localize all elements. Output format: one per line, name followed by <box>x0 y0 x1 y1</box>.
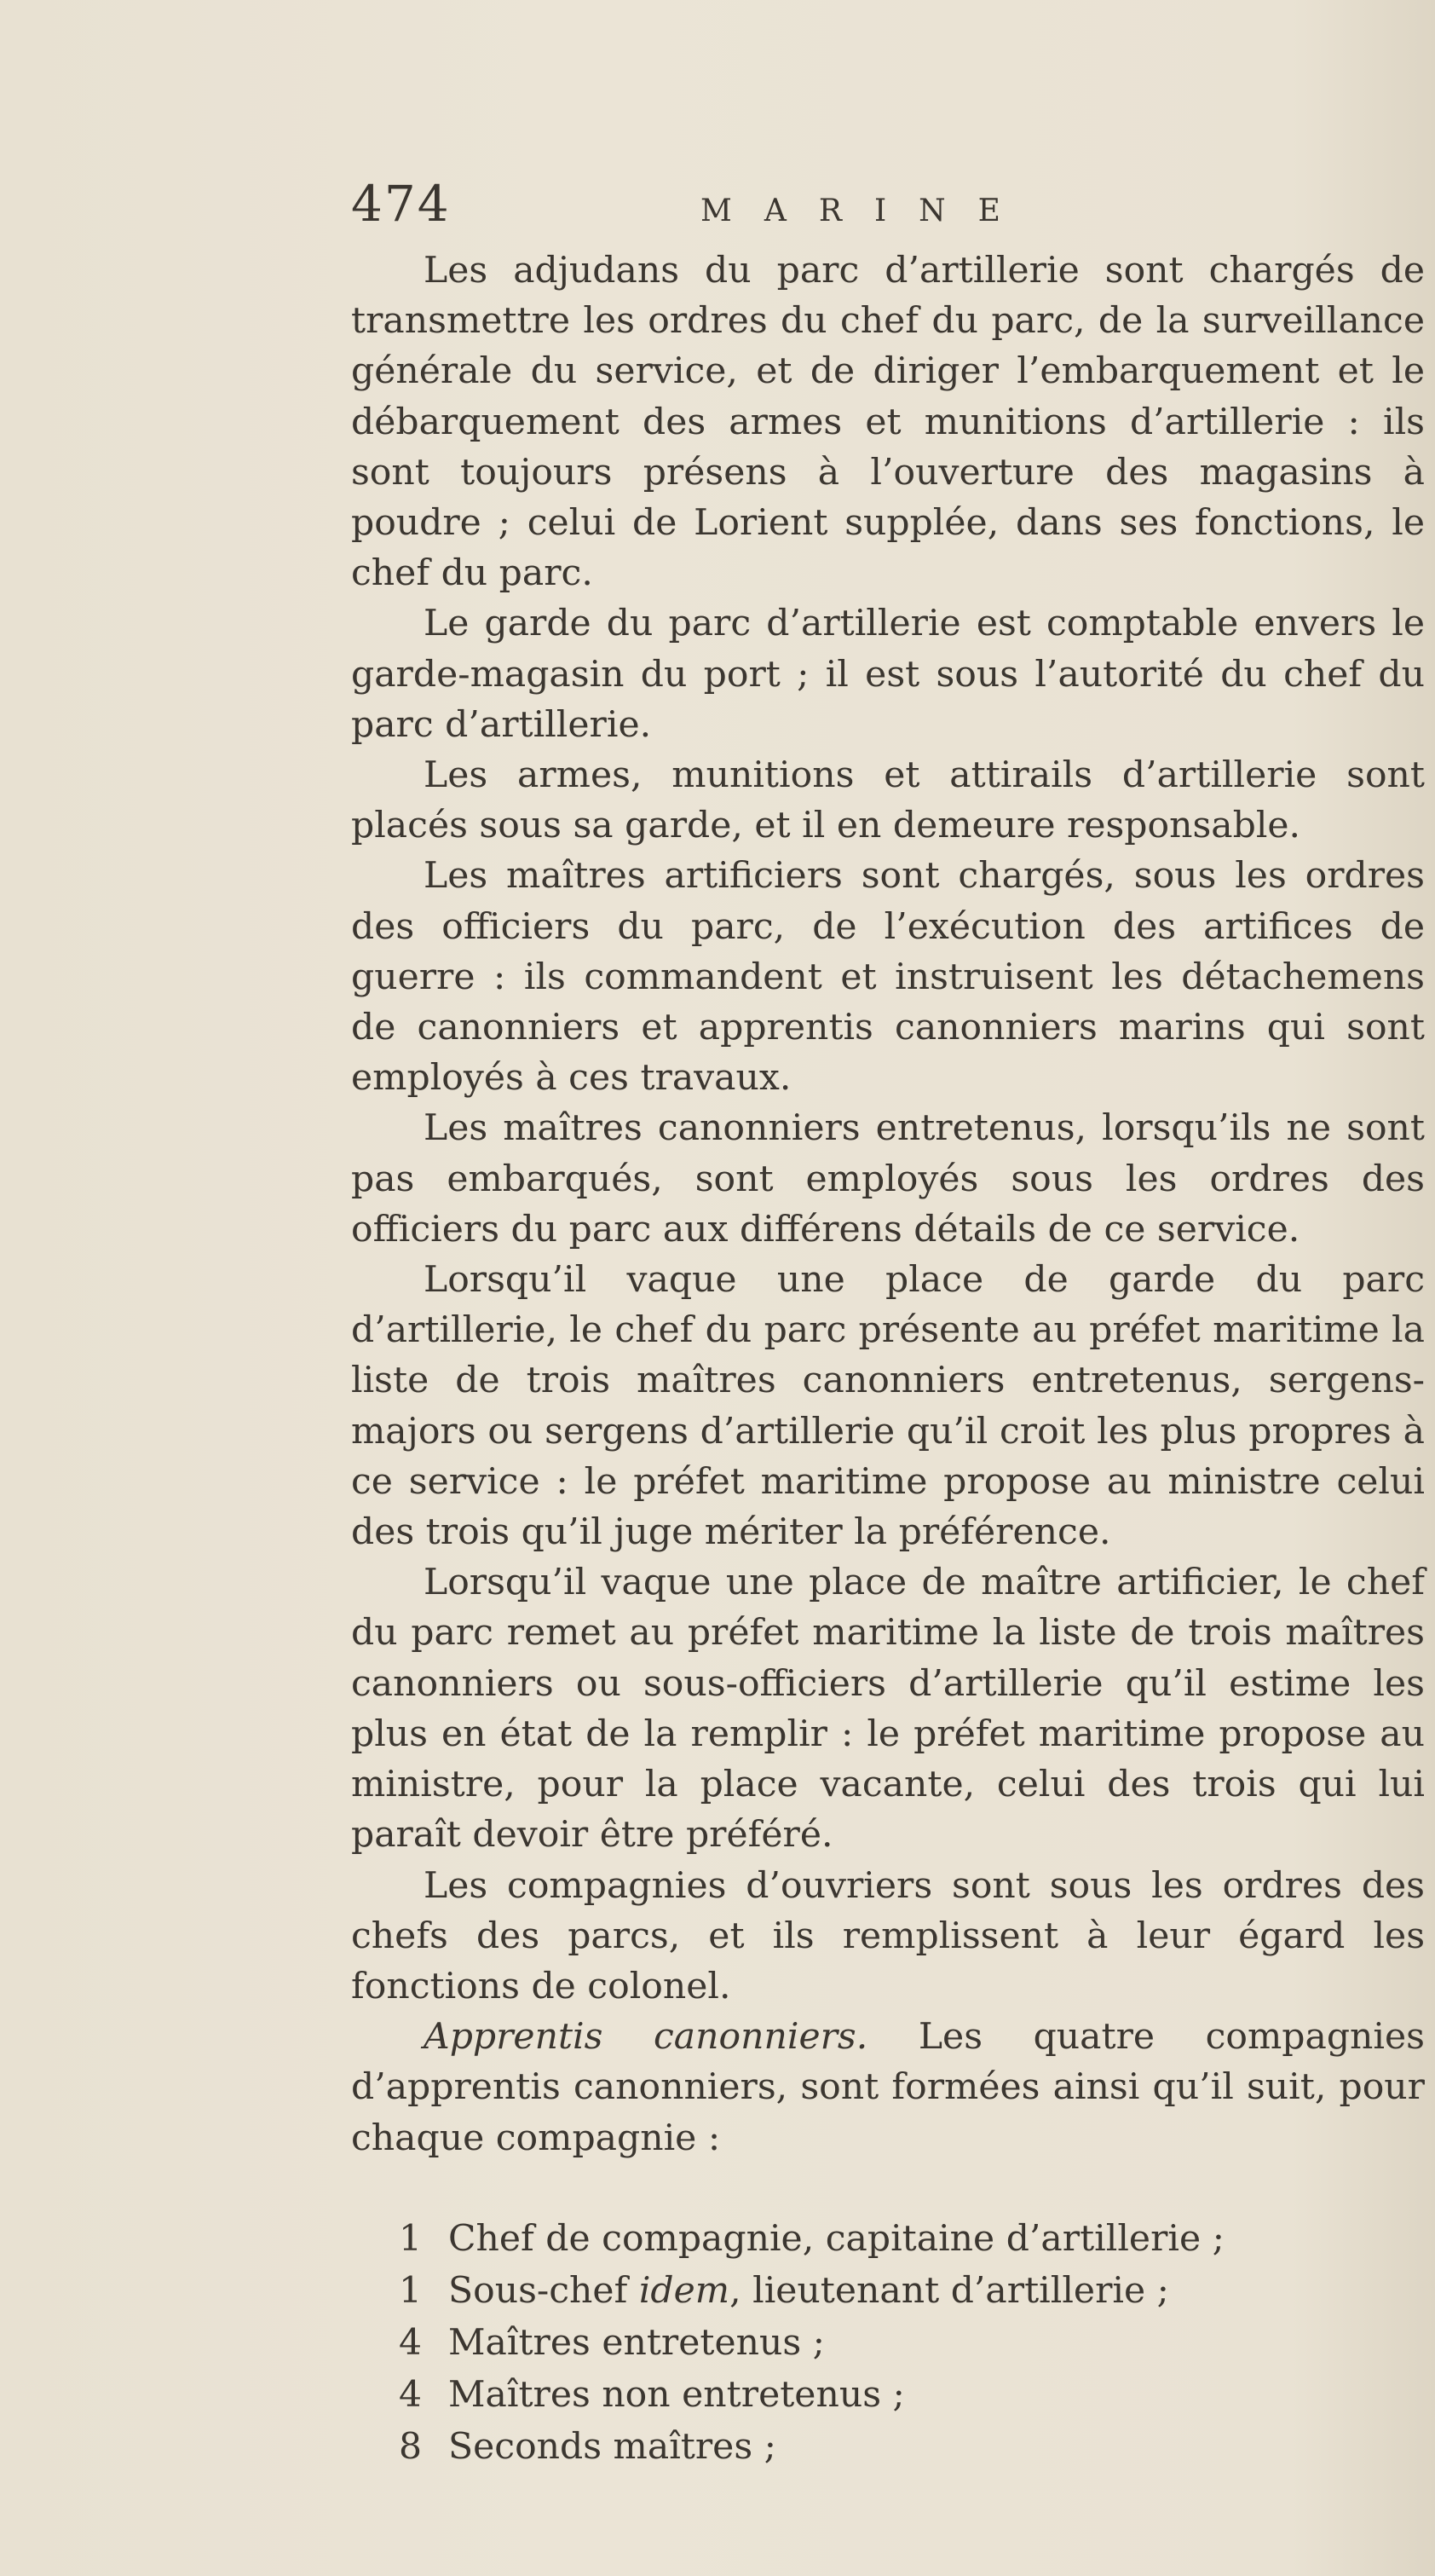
list-item <box>351 2213 1425 2265</box>
paragraph-canonniers: Les maîtres canonniers entretenus, lorsqu’ils ne sont pas embarqués, sont employés sous les ordres des officiers du parc aux différens détails de ce service. <box>351 1107 1425 1250</box>
page-header <box>351 175 1374 251</box>
list-item-text: Maîtres entretenus ; <box>448 2321 825 2364</box>
list-item <box>351 2317 1425 2369</box>
paragraph-adjudans: Les adjudans du parc d’artillerie sont chargés de transmettre les ordres du chef du parc, de la surveillance générale du service, et de diriger l’embarquement et le débarquement des armes et munitions d’artillerie : ils sont toujours présens à l’ouverture des magasins à poudre ; celui de Lorient supplée, dans ses fonctions, le chef du parc. <box>351 250 1425 595</box>
list-item-text: Maîtres non entretenus ; <box>448 2373 905 2416</box>
page-number: 474 <box>351 175 451 233</box>
list-item-quantity: 1 <box>399 2269 423 2312</box>
list-item-quantity: 1 <box>399 2217 423 2260</box>
apprentis-heading: Apprentis canonniers. <box>424 2016 868 2059</box>
list-item-text: Sous-chef idem, lieutenant d’artillerie ; <box>448 2269 1169 2312</box>
paragraph-armes: Les armes, munitions et attirails d’artillerie sont placés sous sa garde, et il en demeure responsable. <box>351 754 1425 847</box>
apprentis-text: Les quatre compagnies d’apprentis canonniers, sont formées ainsi qu’il suit, pour chaque compagnie : <box>351 2016 1425 2159</box>
list-item-quantity: 4 <box>399 2321 423 2364</box>
company-composition-list <box>351 2213 1425 2473</box>
body-text <box>351 245 1425 2473</box>
running-title: MARINE <box>700 193 1033 228</box>
list-item-quantity: 8 <box>399 2425 423 2468</box>
paragraph-artificiers: Les maîtres artificiers sont chargés, sous les ordres des officiers du parc, de l’exécution des artifices de guerre : ils commandent et instruisent les détachemens de canonniers et apprentis canonniers marins qui sont employés à ces travaux. <box>351 855 1425 1100</box>
list-item <box>351 2421 1425 2473</box>
paragraph-compagnies-ouvriers: Les compagnies d’ouvriers sont sous les ordres des chefs des parcs, et ils remplissent à leur égard les fonctions de colonel. <box>351 1864 1425 2007</box>
list-item-quantity: 4 <box>399 2373 423 2416</box>
list-item <box>351 2265 1425 2317</box>
paragraph-garde: Le garde du parc d’artillerie est comptable envers le garde-magasin du port ; il est sous l’autorité du chef du parc d’artillerie. <box>351 603 1425 746</box>
paragraph-apprentis <box>351 2012 1425 2163</box>
paragraph-vacance-garde: Lorsqu’il vaque une place de garde du parc d’artillerie, le chef du parc présente au préfet maritime la liste de trois maîtres canonniers entretenus, sergens-majors ou sergens d’artillerie qu’il croit les plus propres à ce service : le préfet maritime propose au ministre celui des trois qu’il juge mériter la préférence. <box>351 1259 1425 1554</box>
list-item-text: Chef de compagnie, capitaine d’artillerie ; <box>448 2217 1225 2260</box>
list-item-text: Seconds maîtres ; <box>448 2425 776 2468</box>
list-item <box>351 2369 1425 2421</box>
paragraph-vacance-artificier: Lorsqu’il vaque une place de maître artificier, le chef du parc remet au préfet maritime la liste de trois maîtres canonniers ou sous-officiers d’artillerie qu’il estime les plus en état de la remplir : le préfet maritime propose au ministre, pour la place vacante, celui des trois qui lui paraît devoir être préféré. <box>351 1562 1425 1857</box>
